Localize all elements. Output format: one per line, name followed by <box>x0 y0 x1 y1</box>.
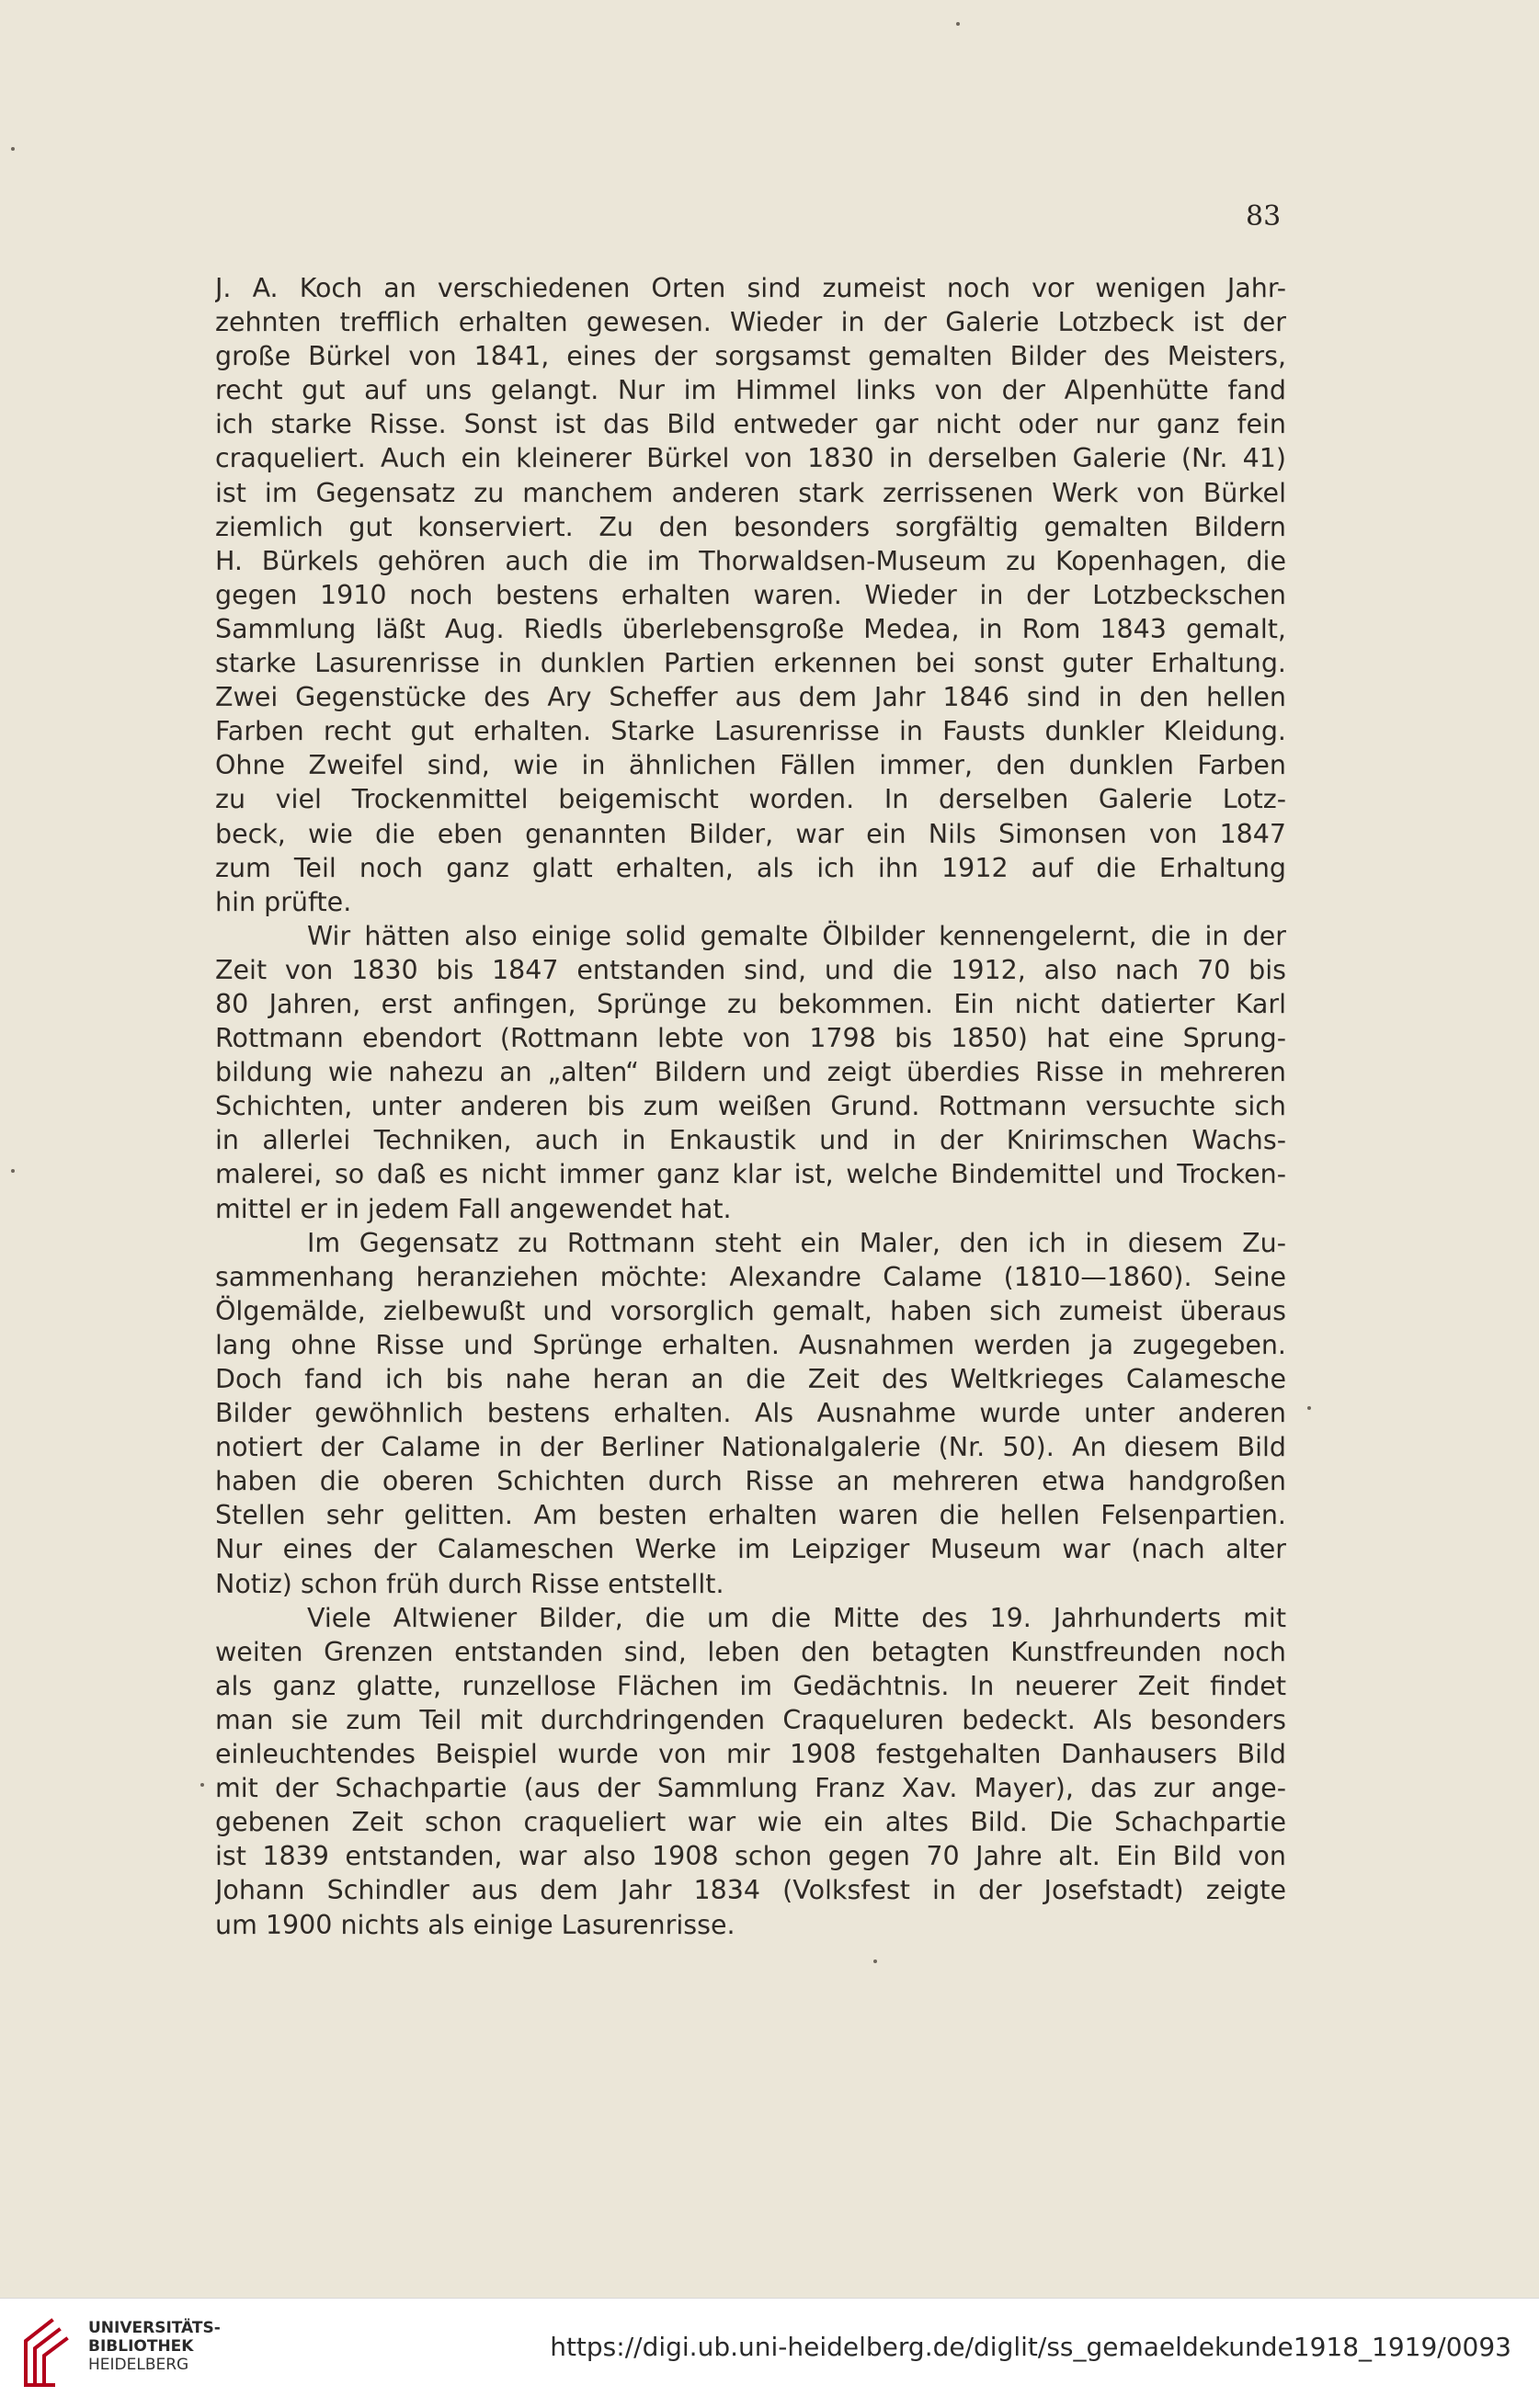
library-name-line: UNIVERSITÄTS- <box>88 2319 221 2337</box>
footer-bar <box>0 2298 1539 2408</box>
text-line: Notiz) schon früh durch Risse entstellt. <box>215 1568 724 1599</box>
paper-speck <box>1307 1406 1311 1410</box>
paper-speck <box>11 1169 15 1173</box>
text-line: als ganz glatte, runzellose Flächen im Gedächtnis. In neuerer Zeit findet <box>215 1670 1286 1701</box>
text-line: Wir hätten also einige solid gemalte Ölbilder kennengelernt, die in der <box>307 920 1286 951</box>
text-line: 80 Jahren, erst anfingen, Sprünge zu bekommen. Ein nicht datierter Karl <box>215 988 1286 1019</box>
text-line: gebenen Zeit schon craqueliert war wie ein altes Bild. Die Schachpartie <box>215 1807 1286 1838</box>
text-line: craqueliert. Auch ein kleinerer Bürkel von 1830 in derselben Galerie (Nr. 41) <box>215 443 1286 474</box>
text-line: Nur eines der Calameschen Werke im Leipziger Museum war (nach alter <box>215 1534 1286 1565</box>
library-name-line: BIBLIOTHEK <box>88 2337 194 2356</box>
text-line: Stellen sehr gelitten. Am besten erhalten waren die hellen Felsenpartien. <box>215 1500 1286 1531</box>
text-line: ist 1839 entstanden, war also 1908 schon gegen 70 Jahre alt. Ein Bild von <box>215 1841 1286 1872</box>
university-library-logo-icon <box>17 2313 81 2392</box>
text-line: J. A. Koch an verschiedenen Orten sind zumeist noch vor wenigen Jahr- <box>215 273 1286 303</box>
text-line: Rottmann ebendort (Rottmann lebte von 1798 bis 1850) hat eine Sprung- <box>215 1023 1286 1054</box>
text-line: Zwei Gegenstücke des Ary Scheffer aus dem Jahr 1846 sind in den hellen <box>215 682 1286 713</box>
text-line: ist im Gegensatz zu manchem anderen stark zerrissenen Werk von Bürkel <box>215 477 1286 508</box>
text-line: Johann Schindler aus dem Jahr 1834 (Volksfest in der Josefstadt) zeigte <box>215 1875 1286 1906</box>
text-line: Bilder gewöhnlich bestens erhalten. Als Ausnahme wurde unter anderen <box>215 1398 1286 1429</box>
text-line: zehnten trefflich erhalten gewesen. Wieder in der Galerie Lotzbeck ist der <box>215 307 1286 338</box>
text-line: um 1900 nichts als einige Lasurenrisse. <box>215 1909 735 1940</box>
text-line: einleuchtendes Beispiel wurde von mir 1908 festgehalten Danhausers Bild <box>215 1739 1286 1770</box>
body-text <box>215 271 1286 1942</box>
text-line: sammenhang heranziehen möchte: Alexandre Calame (1810—1860). Seine <box>215 1261 1286 1292</box>
text-line: H. Bürkels gehören auch die im Thorwaldsen-Museum zu Kopenhagen, die <box>215 545 1286 576</box>
text-line: bildung wie nahezu an „alten“ Bildern und zeigt überdies Risse in mehreren <box>215 1057 1286 1088</box>
text-line: Zeit von 1830 bis 1847 entstanden sind, und die 1912, also nach 70 bis <box>215 954 1286 985</box>
text-line: haben die oberen Schichten durch Risse an mehreren etwa handgroßen <box>215 1466 1286 1497</box>
text-line: weiten Grenzen entstanden sind, leben den betagten Kunstfreunden noch <box>215 1636 1286 1667</box>
text-line: Ohne Zweifel sind, wie in ähnlichen Fällen immer, den dunklen Farben <box>215 750 1286 781</box>
text-line: Viele Altwiener Bilder, die um die Mitte des 19. Jahrhunderts mit <box>307 1602 1286 1633</box>
text-line: mittel er in jedem Fall angewendet hat. <box>215 1193 732 1224</box>
text-line: Schichten, unter anderen bis zum weißen Grund. Rottmann versuchte sich <box>215 1091 1286 1122</box>
text-line: große Bürkel von 1841, eines der sorgsamst gemalten Bilder des Meisters, <box>215 341 1286 372</box>
text-line: man sie zum Teil mit durchdringenden Craqueluren bedeckt. Als besonders <box>215 1704 1286 1735</box>
paper-speck <box>956 22 960 26</box>
page-number: 83 <box>1246 200 1282 233</box>
text-line: zum Teil noch ganz glatt erhalten, als ich ihn 1912 auf die Erhaltung <box>215 852 1286 883</box>
library-name-line: HEIDELBERG <box>88 2356 189 2374</box>
text-line: ziemlich gut konserviert. Zu den besonders sorgfältig gemalten Bildern <box>215 511 1286 542</box>
text-line: notiert der Calame in der Berliner Nationalgalerie (Nr. 50). An diesem Bild <box>215 1432 1286 1463</box>
text-line: Im Gegensatz zu Rottmann steht ein Maler, den ich in diesem Zu- <box>307 1227 1286 1258</box>
text-line: in allerlei Techniken, auch in Enkaustik und in der Knirimschen Wachs- <box>215 1125 1286 1156</box>
text-line: hin prüfte. <box>215 886 352 917</box>
paper-speck <box>11 147 15 151</box>
text-line: Sammlung läßt Aug. Riedls überlebensgroße Medea, in Rom 1843 gemalt, <box>215 613 1286 644</box>
text-line: zu viel Trockenmittel beigemischt worden. In derselben Galerie Lotz- <box>215 784 1286 815</box>
paper-speck <box>200 1783 204 1787</box>
library-name <box>88 2319 221 2374</box>
text-line: gegen 1910 noch bestens erhalten waren. Wieder in der Lotzbeckschen <box>215 579 1286 610</box>
text-line: ich starke Risse. Sonst ist das Bild entweder gar nicht oder nur ganz fein <box>215 409 1286 440</box>
text-line: Ölgemälde, zielbewußt und vorsorglich gemalt, haben sich zumeist überaus <box>215 1295 1286 1326</box>
text-line: starke Lasurenrisse in dunklen Partien erkennen bei sonst guter Erhaltung. <box>215 648 1286 679</box>
text-line: mit der Schachpartie (aus der Sammlung Franz Xav. Mayer), das zur ange- <box>215 1773 1286 1804</box>
text-line: lang ohne Risse und Sprünge erhalten. Ausnahmen werden ja zugegeben. <box>215 1329 1286 1360</box>
text-line: beck, wie die eben genannten Bilder, war ein Nils Simonsen von 1847 <box>215 818 1286 849</box>
paper-speck <box>873 1959 877 1963</box>
text-line: recht gut auf uns gelangt. Nur im Himmel links von der Alpenhütte fand <box>215 375 1286 406</box>
text-line: malerei, so daß es nicht immer ganz klar ist, welche Bindemittel und Trocken- <box>215 1159 1286 1190</box>
text-line: Farben recht gut erhalten. Starke Lasurenrisse in Fausts dunkler Kleidung. <box>215 716 1286 747</box>
permalink-url[interactable]: https://digi.ub.uni-heidelberg.de/diglit/ss_gemaeldekunde1918_1919/0093 <box>550 2332 1511 2362</box>
text-line: Doch fand ich bis nahe heran an die Zeit des Weltkrieges Calamesche <box>215 1364 1286 1394</box>
